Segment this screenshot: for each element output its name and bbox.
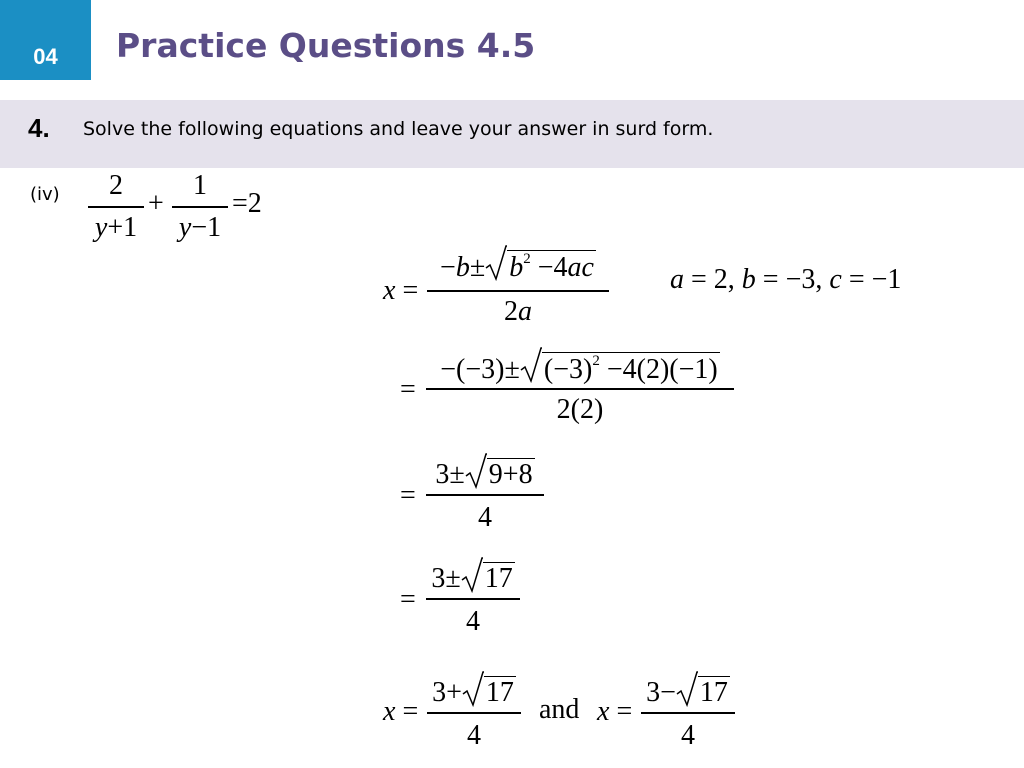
simplify-step-1: = 3± 9+8 4 xyxy=(400,444,550,536)
and-word: and xyxy=(539,694,580,725)
final-answers: x = 3+ 17 4 and x = 3− 17 4 xyxy=(383,664,763,756)
quadratic-formula: x = −b± $b^2 -4ac$ 2a xyxy=(383,238,623,330)
question-text: Solve the following equations and leave your answer in surd form. xyxy=(83,118,714,140)
part-label: (iv) xyxy=(30,184,60,205)
coefficients: a = 2, b = −3, c = −1 xyxy=(670,264,902,295)
chapter-number: 04 xyxy=(33,44,58,69)
substitution-step: = −(−3)± $(-3)^2 -4(2)(-1)$ 2(2) xyxy=(400,338,740,430)
question-number: 4. xyxy=(28,113,50,143)
given-equation: 2 y+1 + 1 y−1 =2 xyxy=(88,170,288,250)
page-title: Practice Questions 4.5 xyxy=(116,26,536,65)
chapter-number-badge xyxy=(0,0,91,80)
simplify-step-2: = 3± 17 4 xyxy=(400,548,530,640)
